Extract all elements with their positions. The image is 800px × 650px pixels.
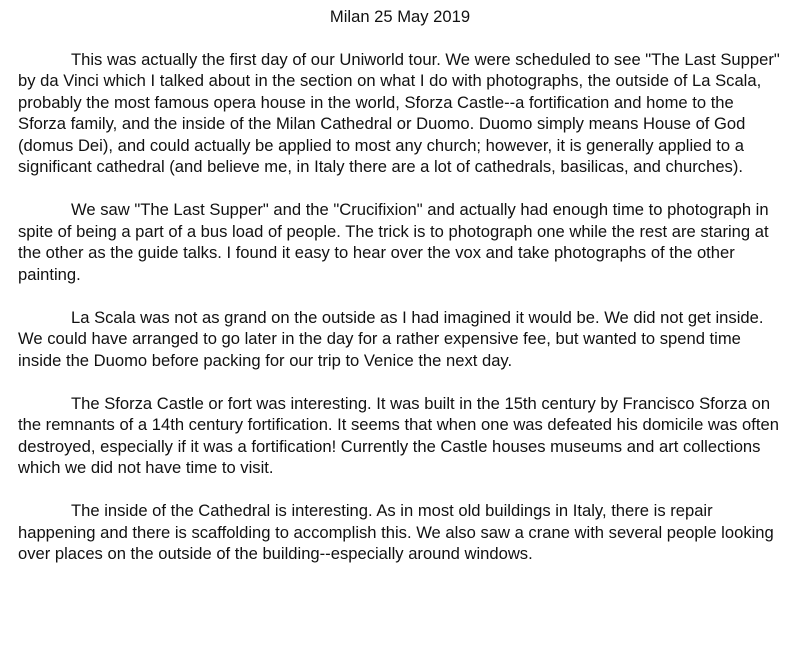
paragraph-last-supper: We saw "The Last Supper" and the "Crucifixion" and actually had enough time to photograph in spite of being a part of a bus load of people. The trick is to photograph one while the rest are staring at the other as the guide talks. I found it easy to hear over the vox and take photographs of the other painting. [18, 200, 769, 284]
document-title: Milan 25 May 2019 [329, 7, 471, 26]
paragraph-sforza-castle: The Sforza Castle or fort was interesting. It was built in the 15th century by Francisco Sforza on the remnants of a 14th century fortification. It seems that when one was defeated his domicile was often destroyed, especially if it was a fortification! Currently the Castle houses museums and art collections which we did not have time to visit. [18, 393, 779, 477]
paragraph-intro: This was actually the first day of our Uniworld tour. We were scheduled to see "The Last Supper" by da Vinci which I talked about in the section on what I do with photographs, the outside of La Scala, probably the most famous opera house in the world, Sforza Castle--a fortification and home to the Sforza family, and the inside of the Milan Cathedral or Duomo. Duomo simply means House of God (domus Dei), and could actually be applied to most any church; however, it is generally applied to a significant cathedral (and believe me, in Italy there are a lot of cathedrals, basilicas, and churches). [18, 49, 780, 176]
paragraph-la-scala: La Scala was not as grand on the outside as I had imagined it would be. We did not get inside. We could have arranged to go later in the day for a rather expensive fee, but wanted to spend time inside the Duomo before packing for our trip to Venice the next day. [18, 307, 764, 370]
paragraph-cathedral: The inside of the Cathedral is interesting. As in most old buildings in Italy, there is repair happening and there is scaffolding to accomplish this. We also saw a crane with several people looking over places on the outside of the building--especially around windows. [18, 501, 774, 563]
